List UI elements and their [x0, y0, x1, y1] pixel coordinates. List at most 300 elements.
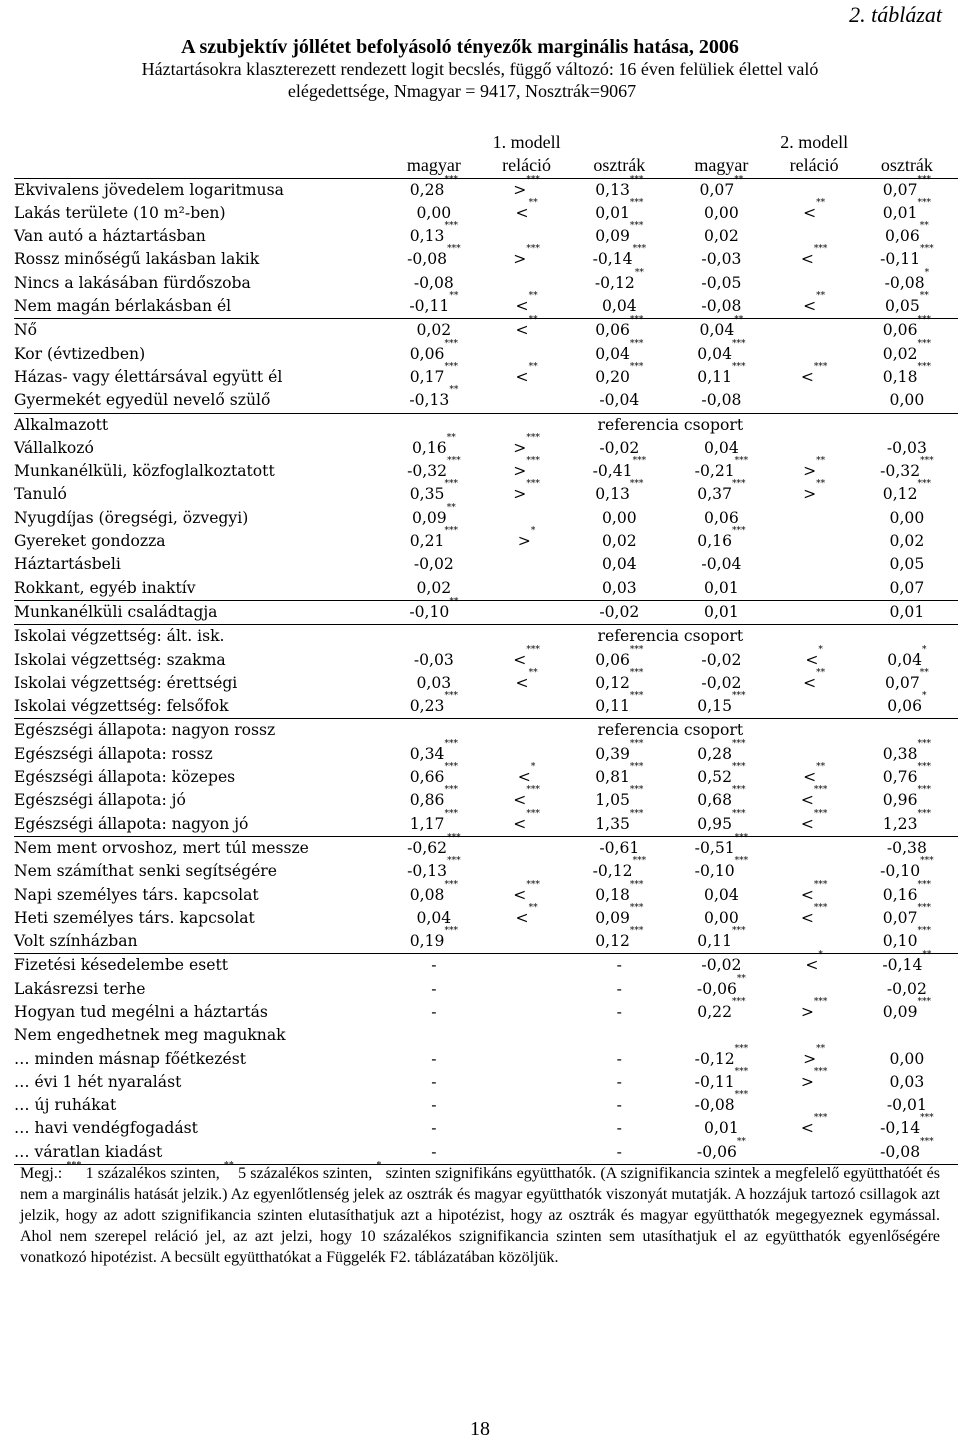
cell-relacio-1: [485, 695, 568, 719]
significance-stars: ***: [444, 174, 458, 185]
cell-value: -: [616, 1072, 622, 1091]
cell-value: 0,04: [601, 297, 637, 316]
col-header-relacio-1: reláció: [485, 154, 568, 178]
cell-value: -0,02: [701, 673, 742, 692]
significance-stars: **: [528, 291, 538, 302]
cell-value: 0,04: [697, 344, 733, 363]
cell-relacio-1: [485, 930, 568, 954]
cell-magyar-1: [383, 954, 485, 978]
significance-stars: **: [816, 667, 826, 678]
cell-value: <: [800, 885, 814, 904]
cell-value: 0,39: [595, 744, 630, 763]
cell-magyar-1: [383, 649, 485, 672]
cell-value: 0,12: [882, 485, 918, 504]
cell-value: -0,08: [880, 1142, 921, 1161]
cell-value: 0,04: [601, 555, 637, 574]
row-label: Napi személyes társ. kapcsolat: [14, 885, 259, 904]
significance-stars: ***: [732, 996, 746, 1007]
significance-stars: ***: [813, 902, 828, 913]
row-label: Heti személyes társ. kapcsolat: [14, 908, 255, 927]
significance-stars: **: [816, 479, 826, 490]
cell-magyar-2: [670, 479, 772, 506]
cell-value: 0,09: [411, 508, 447, 527]
significance-stars: ***: [629, 338, 644, 349]
cell-magyar-1: [383, 1094, 485, 1117]
significance-stars: ***: [917, 174, 932, 185]
cell-value: 0,28: [409, 180, 445, 199]
row-label: Alkalmazott: [14, 413, 383, 437]
significance-stars: ***: [444, 808, 458, 819]
cell-value: <: [805, 650, 819, 669]
cell-value: -0,10: [880, 862, 921, 881]
significance-stars: *: [924, 267, 930, 278]
cell-osztrak-2: [856, 808, 958, 837]
cell-value: -0,61: [599, 838, 640, 857]
significance-stars: ***: [632, 244, 647, 255]
cell-relacio-2: [772, 667, 855, 695]
cell-value: -0,14: [880, 1119, 921, 1138]
significance-stars: ***: [526, 174, 540, 185]
cell-osztrak-2: [856, 1048, 958, 1071]
cell-value: -0,02: [701, 650, 742, 669]
cell-value: 0,76: [882, 768, 918, 787]
cell-magyar-2: [670, 600, 772, 624]
cell-osztrak-2: [856, 267, 958, 295]
cell-osztrak-2: [856, 879, 958, 907]
cell-value: -: [616, 1119, 622, 1138]
cell-value: 0,38: [882, 744, 918, 763]
cell-value: <: [515, 297, 529, 316]
row-label: Egészségi állapota: közepes: [14, 768, 236, 787]
cell-value: 0,09: [595, 908, 630, 927]
significance-stars: ***: [629, 808, 644, 819]
cell-value: 1,23: [882, 814, 918, 833]
cell-relacio-2: [772, 950, 855, 978]
row-label: … új ruhákat: [14, 1096, 117, 1115]
cell-value: -0,62: [407, 838, 448, 857]
cell-osztrak-2: [856, 1113, 958, 1140]
cell-value: <: [800, 814, 814, 833]
cell-osztrak-1: [568, 361, 670, 389]
significance-stars: ***: [629, 667, 644, 678]
cell-magyar-1: [383, 856, 485, 883]
significance-stars: ***: [526, 879, 540, 890]
cell-magyar-2: [670, 1024, 772, 1047]
significance-stars: ***: [920, 1136, 934, 1147]
cell-value: >: [513, 462, 527, 481]
cell-value: -0,11: [409, 297, 450, 316]
significance-stars: **: [816, 291, 826, 302]
cell-osztrak-2: [856, 691, 958, 719]
cell-value: 0,04: [704, 438, 739, 457]
significance-stars: **: [816, 1043, 826, 1054]
table-row: [14, 553, 958, 576]
cell-magyar-1: [383, 1001, 485, 1024]
cell-relacio-1: [485, 244, 568, 271]
cell-value: -0,41: [592, 462, 633, 481]
cell-relacio-1: [485, 577, 568, 601]
row-label: Háztartásbeli: [14, 555, 121, 574]
significance-stars: ***: [920, 856, 934, 867]
cell-value: 0,21: [409, 532, 445, 551]
significance-stars: ***: [917, 738, 932, 749]
significance-stars: ***: [813, 1066, 828, 1077]
cell-magyar-2: [670, 762, 772, 789]
cell-value: 0,04: [704, 885, 739, 904]
model-header-row: [14, 131, 958, 154]
cell-value: 0,23: [409, 697, 445, 716]
note-text-3: szinten szignifikáns együtthatók. (A szignifikancia szintek a megfelelő együtthatóét és nem a marginális hatását jelzik.) Az egyenlőtlenség jelek az osztrák és magyar együtthatók viszonyát mutatják. A hozzájuk tartozó csillagok azt jelzik, hogy az adott szignifikancia szinten elutasíthatjuk azt a hipotézist, hogy az osztrák és magyar együtthatók megegyeznek egymással. Ahol nem szerepel reláció jel, az azt jelzi, hogy 10 százalékos szignifikancia szinten sem utasíthatjuk el az együtthatók egyenlőségére vonatkozó hipotézist. A becsült együtthatókat a Függelék F2. táblázatában közöljük.: [20, 1165, 941, 1266]
row-label: Rokkant, egyéb inaktív: [14, 578, 196, 597]
significance-stars: ***: [444, 785, 458, 796]
table-row: [14, 836, 958, 860]
significance-stars: ***: [444, 221, 458, 232]
cell-value: 0,06: [882, 321, 918, 340]
row-label: Nem magán bérlakásban él: [14, 297, 232, 316]
cell-magyar-2: [670, 577, 772, 601]
cell-osztrak-2: [856, 456, 958, 483]
cell-magyar-1: [383, 1141, 485, 1165]
cell-value: 0,12: [595, 673, 630, 692]
cell-value: -: [616, 1142, 622, 1161]
cell-value: 0,68: [697, 791, 733, 810]
results-table: [14, 131, 958, 1165]
cell-osztrak-1: [568, 577, 670, 601]
cell-value: 0,04: [699, 321, 735, 340]
cell-magyar-2: [670, 907, 772, 930]
cell-value: 0,15: [697, 697, 733, 716]
cell-osztrak-2: [856, 437, 958, 460]
cell-osztrak-2: [856, 530, 958, 553]
row-label: Kor (évtizedben): [14, 344, 146, 363]
cell-value: 0,04: [416, 908, 452, 927]
cell-value: 0,34: [409, 744, 445, 763]
cell-value: -0,13: [407, 862, 448, 881]
cell-relacio-2: [772, 902, 855, 930]
cell-osztrak-2: [856, 479, 958, 506]
table-row: [14, 695, 958, 719]
significance-stars: ***: [447, 244, 461, 255]
cell-relacio-1: [485, 1001, 568, 1024]
cell-value: 0,00: [704, 908, 739, 927]
cell-value: -: [431, 1049, 437, 1068]
cell-value: 0,02: [416, 321, 452, 340]
cell-magyar-2: [670, 691, 772, 719]
significance-stars: ***: [732, 361, 746, 372]
cell-magyar-2: [670, 1117, 772, 1140]
significance-stars: ***: [734, 1090, 749, 1101]
significance-stars: **: [816, 762, 826, 773]
row-label: Iskolai végzettség: ált. isk.: [14, 625, 383, 649]
significance-stars: ***: [732, 691, 746, 702]
cell-osztrak-1: [568, 738, 670, 766]
significance-stars: ***: [629, 479, 644, 490]
significance-stars: ***: [629, 785, 644, 796]
cell-osztrak-1: [568, 507, 670, 530]
cell-value: -: [431, 979, 437, 998]
empty-cell: [772, 625, 958, 649]
significance-stars: **: [446, 502, 456, 513]
cell-relacio-2: [772, 836, 855, 860]
cell-relacio-1: [485, 902, 568, 930]
significance-stars: ***: [813, 1113, 828, 1124]
row-label: Volt színházban: [14, 932, 138, 951]
cell-relacio-1: [485, 479, 568, 506]
significance-stars: **: [528, 667, 538, 678]
cell-value: <: [803, 203, 817, 222]
cell-relacio-1: [485, 743, 568, 766]
significance-stars: ***: [920, 456, 934, 467]
cell-value: -: [431, 1142, 437, 1161]
significance-stars: ***: [629, 691, 644, 702]
cell-value: >: [517, 532, 531, 551]
cell-magyar-2: [670, 507, 772, 530]
cell-osztrak-2: [856, 553, 958, 576]
significance-stars: **: [449, 596, 459, 607]
col-header-relacio-2: reláció: [772, 154, 855, 178]
cell-osztrak-2: [856, 978, 958, 1001]
cell-magyar-2: [670, 808, 772, 837]
significance-stars: ***: [734, 856, 749, 867]
col-header-osztrak-2: osztrák: [856, 154, 958, 178]
cell-relacio-2: [772, 272, 855, 295]
cell-magyar-2: [670, 856, 772, 883]
cell-relacio-2: [772, 456, 855, 483]
cell-relacio-1: [485, 1048, 568, 1071]
cell-value: 0,52: [697, 768, 733, 787]
significance-stars: ***: [813, 244, 828, 255]
cell-osztrak-1: [568, 338, 670, 366]
significance-stars: ***: [734, 832, 749, 843]
cell-value: 0,06: [409, 344, 445, 363]
cell-value: -: [431, 1096, 437, 1115]
significance-stars: ***: [447, 456, 461, 467]
significance-stars: **: [528, 197, 538, 208]
cell-value: -0,11: [694, 1072, 735, 1091]
cell-value: -0,02: [413, 555, 454, 574]
cell-osztrak-1: [568, 1141, 670, 1165]
note-stars-1: *: [376, 1160, 382, 1171]
significance-stars: *: [530, 762, 536, 773]
significance-stars: *: [818, 644, 823, 655]
cell-osztrak-1: [568, 1117, 670, 1140]
cell-magyar-2: [670, 832, 772, 860]
page-number: 18: [470, 1418, 490, 1440]
cell-value: 0,06: [595, 650, 630, 669]
table-row: [14, 366, 958, 389]
significance-stars: ***: [629, 926, 644, 937]
cell-value: -: [616, 979, 622, 998]
table-row: [14, 1001, 958, 1024]
cell-osztrak-2: [856, 644, 958, 672]
cell-magyar-1: [383, 526, 485, 553]
cell-value: 0,01: [882, 203, 918, 222]
table-row: [14, 954, 958, 978]
cell-osztrak-2: [856, 902, 958, 930]
cell-osztrak-1: [568, 978, 670, 1001]
cell-value: 0,16: [697, 532, 733, 551]
cell-magyar-1: [383, 244, 485, 271]
cell-value: <: [517, 768, 531, 787]
cell-osztrak-2: [856, 244, 958, 271]
cell-magyar-2: [670, 295, 772, 319]
cell-value: -0,02: [599, 438, 640, 457]
col-header-magyar-2: magyar: [670, 154, 772, 178]
cell-osztrak-1: [568, 479, 670, 506]
cell-magyar-1: [383, 691, 485, 719]
cell-value: <: [513, 791, 527, 810]
cell-value: 0,09: [595, 227, 630, 246]
row-label: Nem számíthat senki segítségére: [14, 862, 277, 881]
cell-relacio-1: [485, 836, 568, 860]
cell-osztrak-2: [856, 1071, 958, 1094]
col-header-magyar-1: magyar: [383, 154, 485, 178]
cell-value: 0,28: [697, 744, 733, 763]
note-stars-3: ***: [66, 1160, 82, 1171]
cell-value: 0,11: [697, 932, 733, 951]
cell-osztrak-2: [856, 174, 958, 202]
cell-relacio-1: [485, 1117, 568, 1140]
significance-stars: **: [919, 221, 929, 232]
cell-value: -0,03: [413, 650, 454, 669]
cell-magyar-1: [383, 1117, 485, 1140]
cell-relacio-1: [485, 291, 568, 319]
significance-stars: ***: [629, 315, 644, 326]
significance-stars: ***: [813, 361, 828, 372]
significance-stars: ***: [526, 808, 540, 819]
cell-magyar-1: [383, 879, 485, 907]
cell-relacio-1: [485, 600, 568, 624]
title-block: [0, 36, 960, 102]
cell-magyar-2: [670, 225, 772, 248]
cell-osztrak-1: [568, 174, 670, 202]
cell-value: >: [800, 1002, 814, 1021]
cell-value: >: [803, 462, 817, 481]
cell-magyar-1: [383, 361, 485, 389]
row-label: Lakásrezsi terhe: [14, 979, 146, 998]
cell-relacio-2: [772, 577, 855, 601]
cell-value: 0,00: [889, 391, 925, 410]
cell-value: >: [800, 1072, 814, 1091]
significance-stars: ***: [444, 526, 458, 537]
cell-value: -0,08: [701, 391, 742, 410]
table-row: [14, 600, 958, 624]
cell-osztrak-1: [568, 954, 670, 978]
cell-value: 0,18: [595, 885, 630, 904]
row-label: Lakás területe (10 m²-ben): [14, 203, 226, 222]
cell-osztrak-2: [856, 338, 958, 366]
cell-magyar-1: [383, 907, 485, 930]
cell-value: >: [513, 485, 527, 504]
cell-osztrak-1: [568, 1001, 670, 1024]
cell-value: -0,06: [696, 1142, 737, 1161]
cell-value: 0,02: [882, 344, 918, 363]
significance-stars: ***: [632, 856, 647, 867]
cell-value: 1,35: [595, 814, 630, 833]
cell-relacio-1: [485, 1094, 568, 1117]
cell-osztrak-2: [856, 577, 958, 601]
cell-osztrak-1: [568, 530, 670, 553]
cell-osztrak-1: [568, 1071, 670, 1094]
cell-value: 0,07: [889, 578, 925, 597]
significance-stars: ***: [632, 456, 647, 467]
significance-stars: ***: [732, 762, 746, 773]
cell-osztrak-2: [856, 221, 958, 248]
cell-relacio-1: [485, 1024, 568, 1047]
significance-stars: **: [446, 432, 456, 443]
cell-value: >: [513, 438, 527, 457]
cell-value: -0,11: [880, 250, 921, 269]
empty-cell: [772, 413, 958, 437]
table-row: [14, 813, 958, 837]
cell-value: 0,03: [601, 578, 637, 597]
cell-relacio-2: [772, 930, 855, 954]
cell-magyar-1: [383, 338, 485, 366]
cell-value: 0,18: [882, 367, 918, 386]
cell-value: -0,14: [592, 250, 633, 269]
cell-value: >: [803, 1049, 817, 1068]
cell-magyar-2: [670, 1090, 772, 1117]
cell-value: 0,06: [885, 227, 920, 246]
row-label: … minden másnap főétkezést: [14, 1049, 246, 1068]
row-label: Nincs a lakásában fürdőszoba: [14, 273, 251, 292]
table-title: A szubjektív jóllétet befolyásoló tényezők marginális hatása, 2006: [181, 36, 739, 58]
cell-osztrak-1: [568, 1048, 670, 1071]
cell-value: 0,07: [699, 180, 735, 199]
table-row: [14, 530, 958, 553]
cell-magyar-2: [670, 672, 772, 695]
cell-value: -0,08: [884, 273, 925, 292]
cell-value: 0,95: [697, 814, 733, 833]
significance-stars: ***: [526, 244, 540, 255]
cell-value: 0,04: [887, 650, 923, 669]
cell-value: 0,37: [697, 485, 733, 504]
cell-value: 0,86: [409, 791, 445, 810]
cell-relacio-2: [772, 291, 855, 319]
reference-group-cell: referencia csoport: [568, 413, 772, 437]
cell-magyar-1: [383, 596, 485, 624]
table-row: [14, 907, 958, 930]
row-label: Vállalkozó: [14, 438, 94, 457]
cell-value: >: [803, 485, 817, 504]
cell-value: <: [515, 321, 529, 340]
cell-value: 0,05: [885, 297, 920, 316]
cell-magyar-1: [383, 319, 485, 343]
significance-stars: ***: [813, 879, 828, 890]
cell-osztrak-1: [568, 244, 670, 271]
row-label: Iskolai végzettség: felsőfok: [14, 697, 229, 716]
cell-value: 0,96: [882, 791, 918, 810]
cell-osztrak-1: [568, 856, 670, 883]
table-row: [14, 719, 958, 743]
cell-magyar-1: [383, 174, 485, 202]
cell-magyar-1: [383, 502, 485, 530]
cell-value: -0,12: [694, 1049, 735, 1068]
cell-value: 0,35: [409, 485, 445, 504]
significance-stars: ***: [917, 197, 932, 208]
significance-stars: ***: [444, 738, 458, 749]
cell-value: -: [616, 1049, 622, 1068]
row-label: … váratlan kiadást: [14, 1141, 383, 1165]
cell-relacio-2: [772, 996, 855, 1024]
cell-magyar-2: [670, 1066, 772, 1094]
model-2-header: 2. modell: [780, 132, 849, 152]
cell-value: 0,13: [409, 227, 445, 246]
cell-value: 0,10: [882, 932, 918, 951]
significance-stars: ***: [629, 879, 644, 890]
row-label: … havi vendégfogadást: [14, 1119, 198, 1138]
cell-value: 0,11: [595, 697, 630, 716]
